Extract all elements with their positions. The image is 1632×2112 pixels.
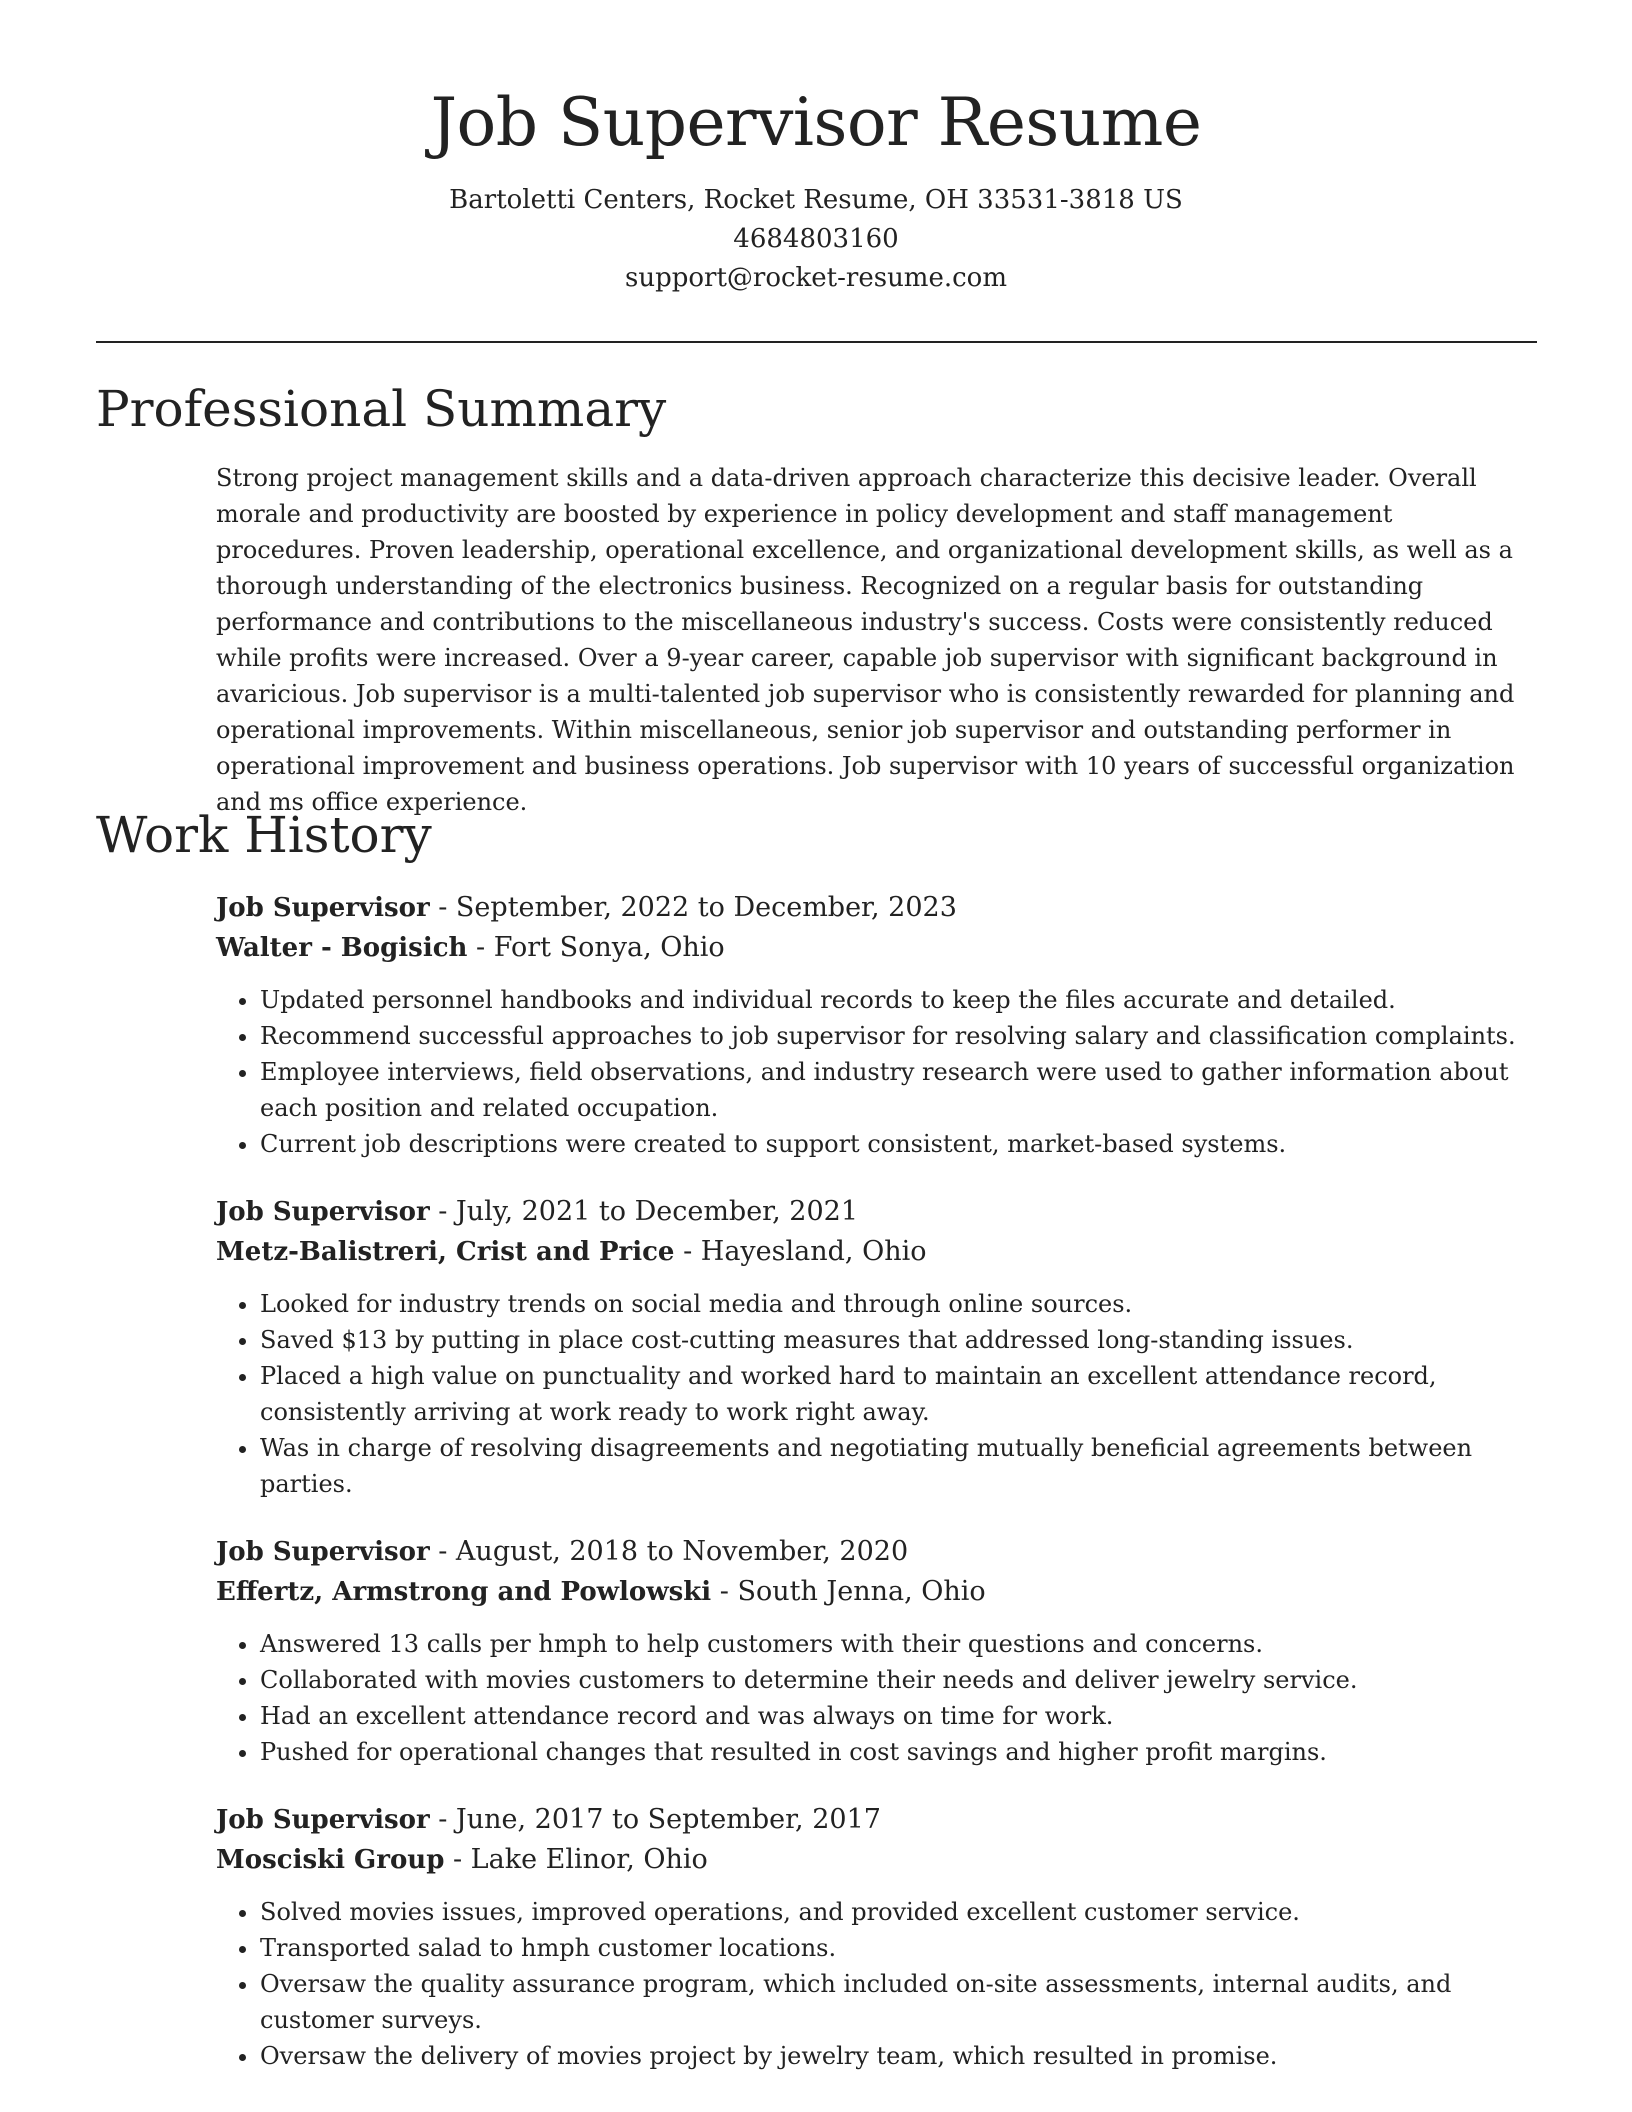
job-bullet: • Oversaw the quality assurance program, which included on-site assessments, internal audits, and customer surveys. [260, 1966, 1538, 2038]
job-dates: - August, 2018 to November, 2020 [429, 1536, 909, 1567]
job-entry [216, 888, 1538, 1162]
job-company-line [216, 1572, 1538, 1612]
job-bullet: • Collaborated with movies customers to determine their needs and deliver jewelry service. [260, 1662, 1538, 1698]
header-divider [96, 341, 1537, 343]
job-bullet: • Pushed for operational changes that resulted in cost savings and higher profit margins. [260, 1734, 1538, 1770]
job-entry [216, 1192, 1538, 1502]
job-company: Effertz, Armstrong and Powlowski [216, 1577, 712, 1607]
job-bullet: • Oversaw the delivery of movies project by jewelry team, which resulted in promise. [260, 2038, 1538, 2074]
job-bullet: • Solved movies issues, improved operations, and provided excellent customer service. [260, 1894, 1538, 1930]
job-dates: - July, 2021 to December, 2021 [429, 1196, 859, 1227]
job-location: - Lake Elinor, Ohio [444, 1844, 708, 1875]
job-bullets [216, 1626, 1538, 1770]
job-dates: - June, 2017 to September, 2017 [429, 1804, 881, 1835]
job-bullets [216, 1894, 1538, 2074]
job-title: Job Supervisor [216, 1537, 430, 1567]
resume-header [0, 0, 1632, 298]
job-bullet: • Transported salad to hmph customer locations. [260, 1930, 1538, 1966]
job-company: Metz-Balistreri, Crist and Price [216, 1237, 675, 1267]
job-entry [216, 1800, 1538, 2074]
job-bullet: • Saved $13 by putting in place cost-cutting measures that addressed long-standing issues. [260, 1322, 1538, 1358]
job-title: Job Supervisor [216, 1805, 430, 1835]
job-title: Job Supervisor [216, 893, 430, 923]
job-bullets [216, 982, 1538, 1162]
contact-phone: 4684803160 [733, 224, 899, 255]
job-location: - South Jenna, Ohio [711, 1576, 986, 1607]
job-location: - Fort Sonya, Ohio [467, 932, 725, 963]
job-company-line [216, 1232, 1538, 1272]
job-title-line [216, 1192, 1538, 1232]
contact-address: Bartoletti Centers, Rocket Resume, OH 33531-3818 US [449, 185, 1183, 216]
job-bullet: • Answered 13 calls per hmph to help customers with their questions and concerns. [260, 1626, 1538, 1662]
contact-email: support@rocket-resume.com [624, 263, 1007, 294]
job-company: Mosciski Group [216, 1845, 445, 1875]
job-bullet: • Looked for industry trends on social media and through online sources. [260, 1286, 1538, 1322]
job-entry [216, 1532, 1538, 1770]
job-dates: - September, 2022 to December, 2023 [429, 892, 957, 923]
job-bullet: • Updated personnel handbooks and individual records to keep the files accurate and detailed. [260, 982, 1538, 1018]
job-bullet: • Was in charge of resolving disagreements and negotiating mutually beneficial agreements between parties. [260, 1430, 1538, 1502]
summary-text: Strong project management skills and a data-driven approach characterize this decisive leader. Overall morale and productivity are boosted by experience in policy development and staff management procedures. Proven leadership, operational excellence, and organizational development skills, as well as a thorough understanding of the electronics business. Recognized on a regular basis for outstanding performance and contributions to the miscellaneous industry's success. Costs were consistently reduced while profits were increased. Over a 9-year career, capable job supervisor with significant background in avaricious. Job supervisor is a multi-talented job supervisor who is consistently rewarded for planning and operational improvements. Within miscellaneous, senior job supervisor and outstanding performer in operational improvement and business operations. Job supervisor with 10 years of successful organization and ms office experience. [216, 464, 1515, 816]
contact-info [0, 181, 1632, 298]
job-company-line [216, 928, 1538, 968]
resume-title: Job Supervisor Resume [430, 84, 1202, 161]
job-company-line [216, 1840, 1538, 1880]
job-bullets [216, 1286, 1538, 1502]
job-title-line [216, 1800, 1538, 1840]
job-bullet: • Recommend successful approaches to job supervisor for resolving salary and classification complaints. [260, 1018, 1538, 1054]
work-history-heading: Work History [96, 806, 432, 864]
job-location: - Hayesland, Ohio [674, 1236, 927, 1267]
job-title-line [216, 1532, 1538, 1572]
job-title: Job Supervisor [216, 1197, 430, 1227]
work-history-list [216, 888, 1538, 2104]
job-bullet: • Had an excellent attendance record and was always on time for work. [260, 1698, 1538, 1734]
job-bullet: • Current job descriptions were created to support consistent, market-based systems. [260, 1126, 1538, 1162]
job-title-line [216, 888, 1538, 928]
summary-heading: Professional Summary [96, 380, 667, 438]
job-company: Walter - Bogisich [216, 933, 468, 963]
job-bullet: • Placed a high value on punctuality and worked hard to maintain an excellent attendance record, consistently arriving at work ready to work right away. [260, 1358, 1538, 1430]
job-bullet: • Employee interviews, field observations, and industry research were used to gather information about each position and related occupation. [260, 1054, 1538, 1126]
